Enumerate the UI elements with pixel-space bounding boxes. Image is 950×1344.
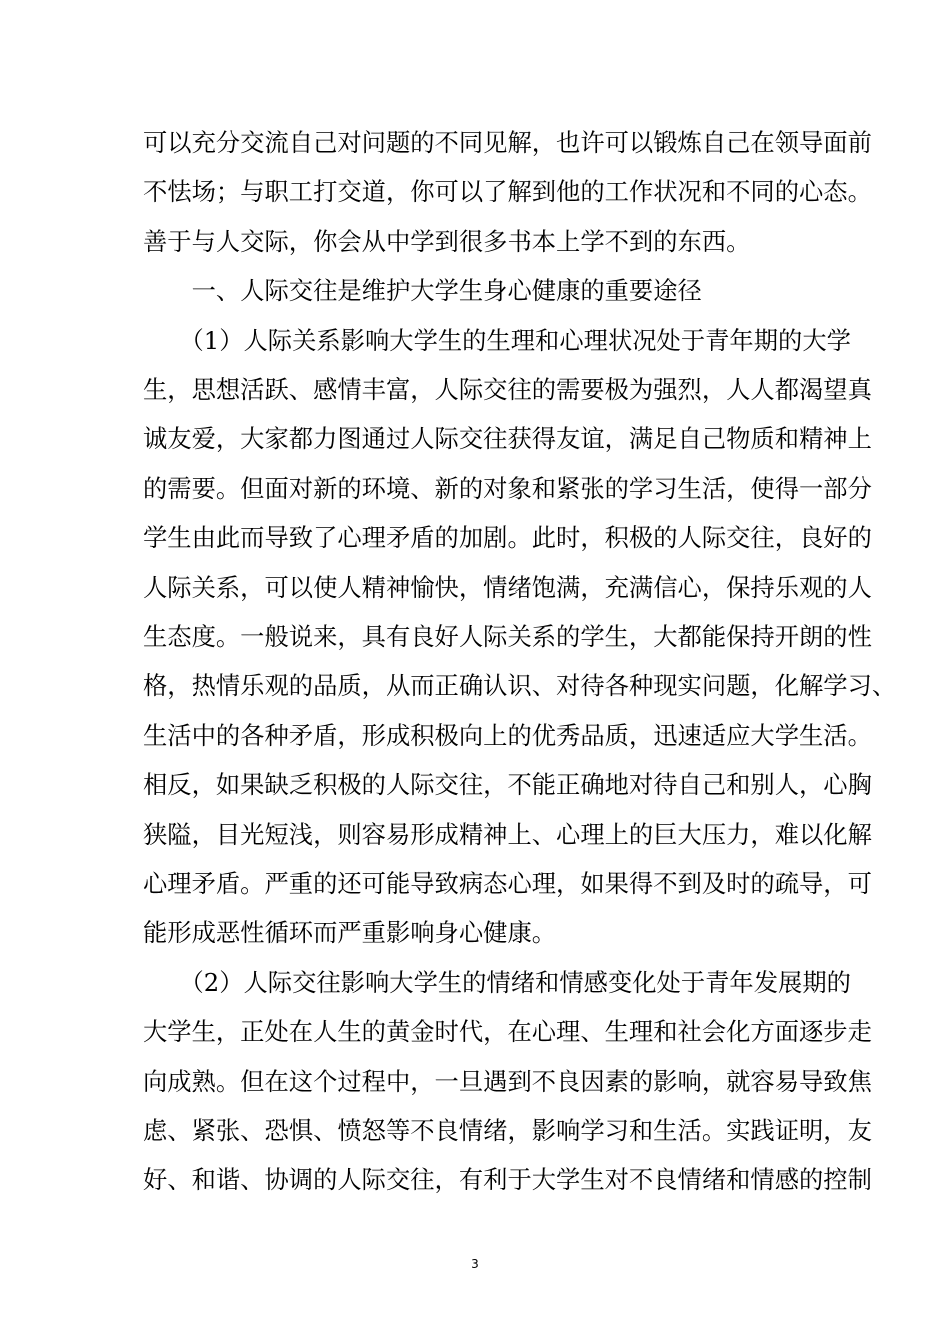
text-line: 好、和谐、协调的人际交往，有利于大学生对不良情绪和情感的控制 [143, 1165, 872, 1195]
text-line: 向成熟。但在这个过程中，一旦遇到不良因素的影响，就容易导致焦 [143, 1066, 872, 1096]
text-line: 诚友爱，大家都力图通过人际交往获得友谊，满足自己物质和精神上 [143, 424, 872, 454]
text-line: 不怯场；与职工打交道，你可以了解到他的工作状况和不同的心态。 [143, 177, 872, 207]
text-line: （2）人际交往影响大学生的情绪和情感变化处于青年发展期的 [143, 967, 851, 997]
text-line: 善于与人交际，你会从中学到很多书本上学不到的东西。 [143, 226, 751, 256]
text-line: 的需要。但面对新的环境、新的对象和紧张的学习生活，使得一部分 [143, 473, 872, 503]
text-line: 相反，如果缺乏积极的人际交往，不能正确地对待自己和别人，心胸 [143, 770, 872, 800]
text-line: 可以充分交流自己对问题的不同见解，也许可以锻炼自己在领导面前 [143, 128, 872, 157]
text-line: 人际关系，可以使人精神愉快，情绪饱满，充满信心，保持乐观的人 [143, 572, 872, 602]
text-line: 大学生，正处在人生的黄金时代，在心理、生理和社会化方面逐步走 [143, 1017, 872, 1047]
text-line: 一、人际交往是维护大学生身心健康的重要途径 [143, 276, 702, 306]
text-line: （1）人际关系影响大学生的生理和心理状况处于青年期的大学 [143, 325, 851, 355]
text-line: 狭隘，目光短浅，则容易形成精神上、心理上的巨大压力，难以化解 [143, 819, 872, 849]
text-line: 能形成恶性循环而严重影响身心健康。 [143, 918, 557, 948]
page-number: 3 [471, 1257, 479, 1271]
text-line: 学生由此而导致了心理矛盾的加剧。此时，积极的人际交往，良好的 [143, 523, 872, 553]
text-line: 生态度。一般说来，具有良好人际关系的学生，大都能保持开朗的性 [143, 622, 872, 651]
text-line: 生，思想活跃、感情丰富，人际交往的需要极为强烈，人人都渴望真 [143, 375, 872, 404]
text-line: 格，热情乐观的品质，从而正确认识、对待各种现实问题，化解学习、 [143, 671, 897, 701]
text-line: 心理矛盾。严重的还可能导致病态心理，如果得不到及时的疏导，可 [143, 869, 872, 898]
text-line: 虑、紧张、恐惧、愤怒等不良情绪，影响学习和生活。实践证明，友 [143, 1116, 872, 1145]
text-line: 生活中的各种矛盾，形成积极向上的优秀品质，迅速适应大学生活。 [143, 720, 872, 750]
